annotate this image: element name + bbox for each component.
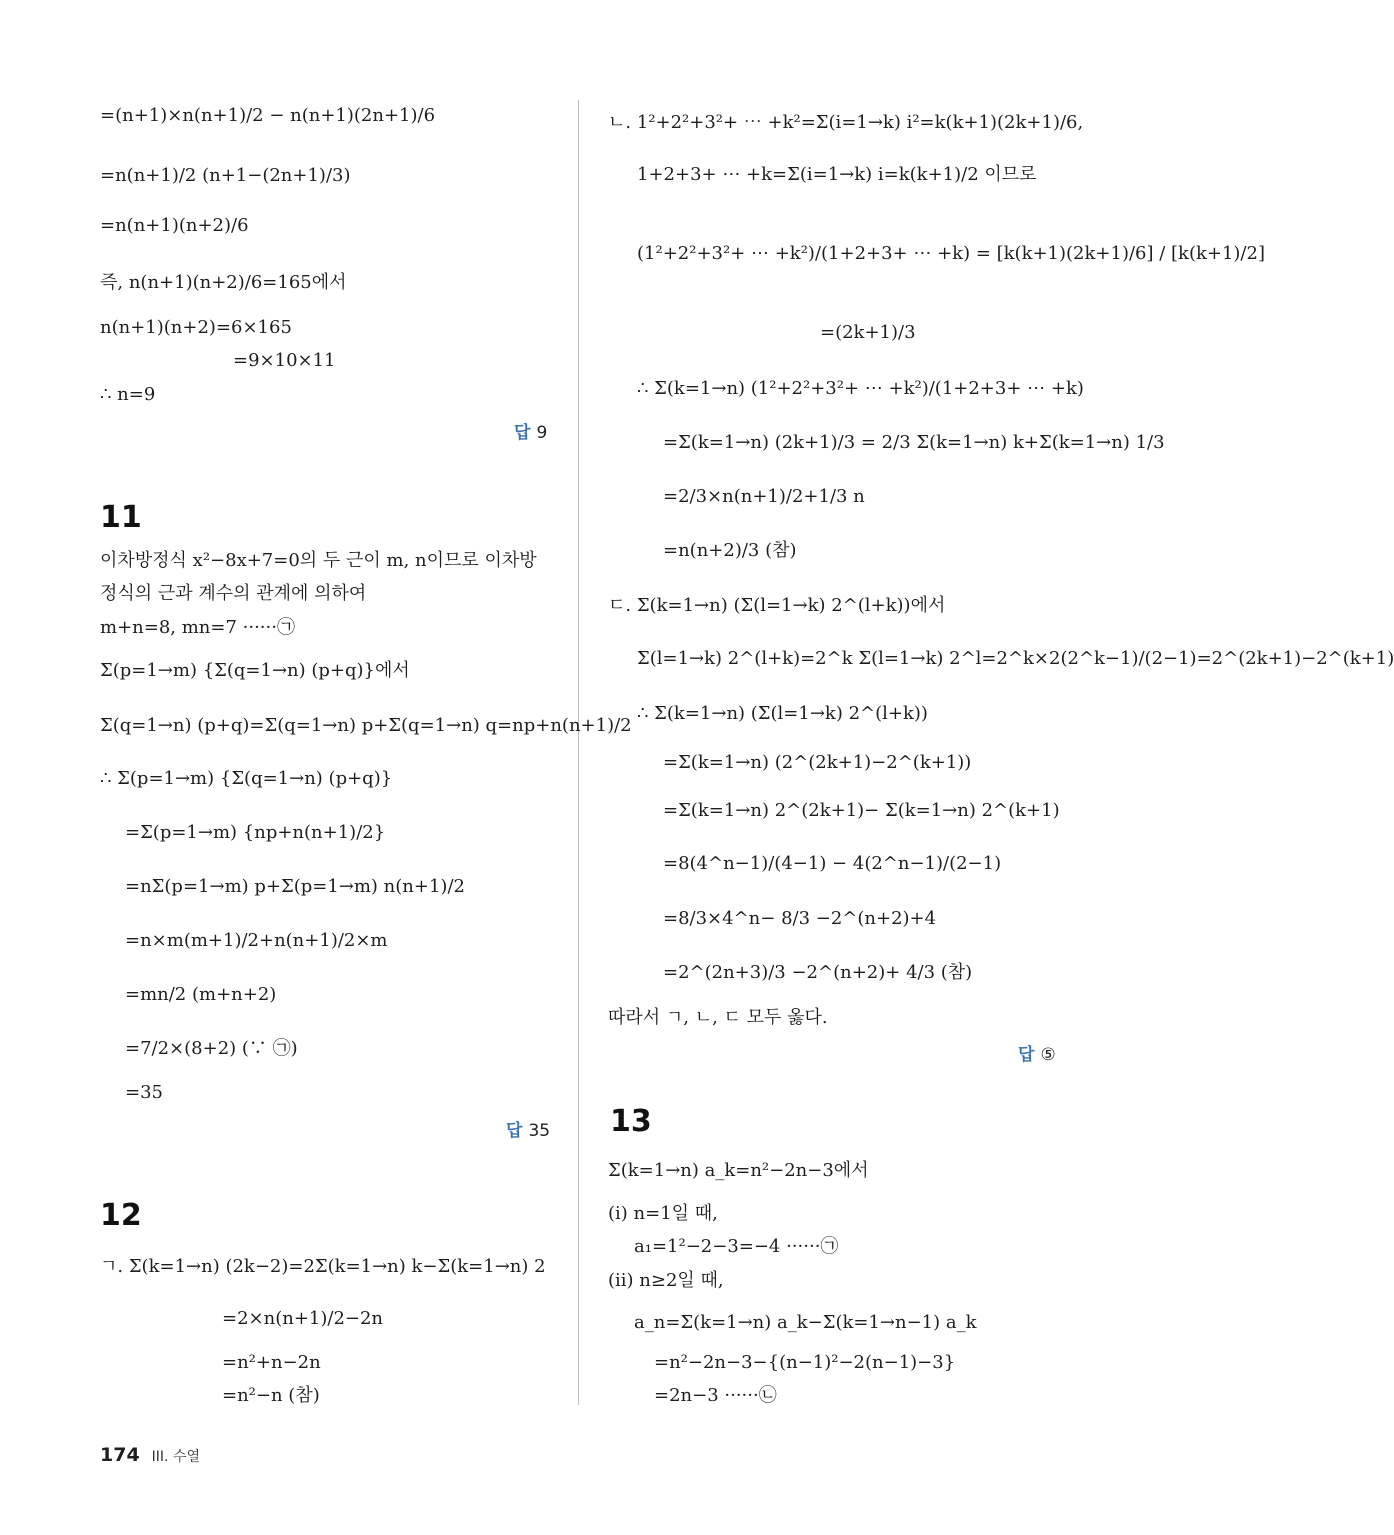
q12-line-2: =2×n(n+1)/2−2n xyxy=(222,1308,384,1329)
section-title: III. 수열 xyxy=(151,1449,201,1465)
column-divider xyxy=(578,100,579,1405)
q12-cont-line-11: ∴ Σ(k=1→n) (Σ(l=1→k) 2^(l+k)) xyxy=(637,703,928,724)
q12-line-4: =n²−n (참) xyxy=(222,1385,320,1406)
answer-value: 9 xyxy=(536,423,548,443)
q11-line-2: 정식의 근과 계수의 관계에 의하여 xyxy=(100,583,367,604)
answer-label: 답 xyxy=(514,423,531,443)
q12-line-1: ㄱ. Σ(k=1→n) (2k−2)=2Σ(k=1→n) k−Σ(k=1→n) 2 xyxy=(100,1256,546,1277)
problem-number-13: 13 xyxy=(610,1104,652,1139)
q12-cont-line-13: =Σ(k=1→n) 2^(2k+1)− Σ(k=1→n) 2^(k+1) xyxy=(663,800,1060,821)
q11-line-11: =7/2×(8+2) (∵ ㉠) xyxy=(125,1038,298,1059)
q12-cont-line-12: =Σ(k=1→n) (2^(2k+1)−2^(k+1)) xyxy=(663,752,972,773)
q12-cont-line-3: (1²+2²+3²+ ⋯ +k²)/(1+2+3+ ⋯ +k) = [k(k+1)(2k+1)/6] / [k(k+1)/2] xyxy=(637,243,1265,264)
left-line-5: n(n+1)(n+2)=6×165 xyxy=(100,317,292,338)
left-line-6: =9×10×11 xyxy=(233,350,336,371)
q12-cont-line-10: Σ(l=1→k) 2^(l+k)=2^k Σ(l=1→k) 2^l=2^k×2(2^k−1)/(2−1)=2^(2k+1)−2^(k+1) xyxy=(637,648,1394,669)
q12-cont-line-7: =2/3×n(n+1)/2+1/3 n xyxy=(663,486,865,507)
q11-line-10: =mn/2 (m+n+2) xyxy=(125,984,277,1005)
q11-line-6: ∴ Σ(p=1→m) {Σ(q=1→n) (p+q)} xyxy=(100,768,393,789)
q11-line-9: =n×m(m+1)/2+n(n+1)/2×m xyxy=(125,930,388,951)
problem-number-12: 12 xyxy=(100,1198,142,1233)
left-line-1: =(n+1)×n(n+1)/2 − n(n+1)(2n+1)/6 xyxy=(100,105,436,126)
q11-line-5: Σ(q=1→n) (p+q)=Σ(q=1→n) p+Σ(q=1→n) q=np+n(n+1)/2 xyxy=(100,715,632,736)
q12-cont-line-15: =8/3×4^n− 8/3 −2^(n+2)+4 xyxy=(663,908,937,929)
left-line-4: 즉, n(n+1)(n+2)/6=165에서 xyxy=(100,272,347,293)
q13-line-6: =n²−2n−3−{(n−1)²−2(n−1)−3} xyxy=(654,1352,956,1373)
q12-cont-line-14: =8(4^n−1)/(4−1) − 4(2^n−1)/(2−1) xyxy=(663,853,1002,874)
q12-cont-line-1: ㄴ. 1²+2²+3²+ ⋯ +k²=Σ(i=1→k) i²=k(k+1)(2k+1)/6, xyxy=(608,112,1084,133)
left-line-7: ∴ n=9 xyxy=(100,384,156,405)
q12-cont-line-6: =Σ(k=1→n) (2k+1)/3 = 2/3 Σ(k=1→n) k+Σ(k=1→n) 1/3 xyxy=(663,432,1165,453)
q12-cont-line-4: =(2k+1)/3 xyxy=(820,322,916,343)
answer-label: 답 xyxy=(506,1121,523,1141)
answer-value: 35 xyxy=(528,1121,551,1141)
page-number: 174 xyxy=(100,1444,140,1466)
answer-11 xyxy=(506,1116,550,1141)
q13-line-5: a_n=Σ(k=1→n) a_k−Σ(k=1→n−1) a_k xyxy=(634,1312,977,1333)
q12-cont-line-2: 1+2+3+ ⋯ +k=Σ(i=1→k) i=k(k+1)/2 이므로 xyxy=(637,164,1037,185)
answer-12 xyxy=(1018,1040,1056,1065)
q11-line-12: =35 xyxy=(125,1082,163,1103)
problem-number-11: 11 xyxy=(100,500,142,535)
q12-cont-line-8: =n(n+2)/3 (참) xyxy=(663,540,797,561)
q11-line-1: 이차방정식 x²−8x+7=0의 두 근이 m, n이므로 이차방 xyxy=(100,550,537,571)
answer-label: 답 xyxy=(1018,1045,1035,1065)
q12-conclusion: 따라서 ㄱ, ㄴ, ㄷ 모두 옳다. xyxy=(608,1007,828,1028)
q12-line-3: =n²+n−2n xyxy=(222,1352,321,1373)
q13-line-4: (ii) n≥2일 때, xyxy=(608,1270,724,1291)
left-line-2: =n(n+1)/2 (n+1−(2n+1)/3) xyxy=(100,165,351,186)
q13-line-1: Σ(k=1→n) a_k=n²−2n−3에서 xyxy=(608,1160,869,1181)
answer-10 xyxy=(514,418,547,443)
q13-line-3: a₁=1²−2−3=−4 ······㉠ xyxy=(634,1236,839,1257)
q12-cont-line-5: ∴ Σ(k=1→n) (1²+2²+3²+ ⋯ +k²)/(1+2+3+ ⋯ +k) xyxy=(637,378,1084,399)
q11-line-7: =Σ(p=1→m) {np+n(n+1)/2} xyxy=(125,822,386,843)
q11-line-3: m+n=8, mn=7 ······㉠ xyxy=(100,617,295,638)
q13-line-2: (i) n=1일 때, xyxy=(608,1203,718,1224)
q11-line-4: Σ(p=1→m) {Σ(q=1→n) (p+q)}에서 xyxy=(100,660,410,681)
q11-line-8: =nΣ(p=1→m) p+Σ(p=1→m) n(n+1)/2 xyxy=(125,876,465,897)
q12-cont-line-16: =2^(2n+3)/3 −2^(n+2)+ 4/3 (참) xyxy=(663,962,973,983)
q12-cont-line-9: ㄷ. Σ(k=1→n) (Σ(l=1→k) 2^(l+k))에서 xyxy=(608,595,946,616)
page-footer xyxy=(100,1444,200,1466)
answer-value: ⑤ xyxy=(1040,1045,1056,1065)
q13-line-7: =2n−3 ······㉡ xyxy=(654,1385,777,1406)
left-line-3: =n(n+1)(n+2)/6 xyxy=(100,215,249,236)
